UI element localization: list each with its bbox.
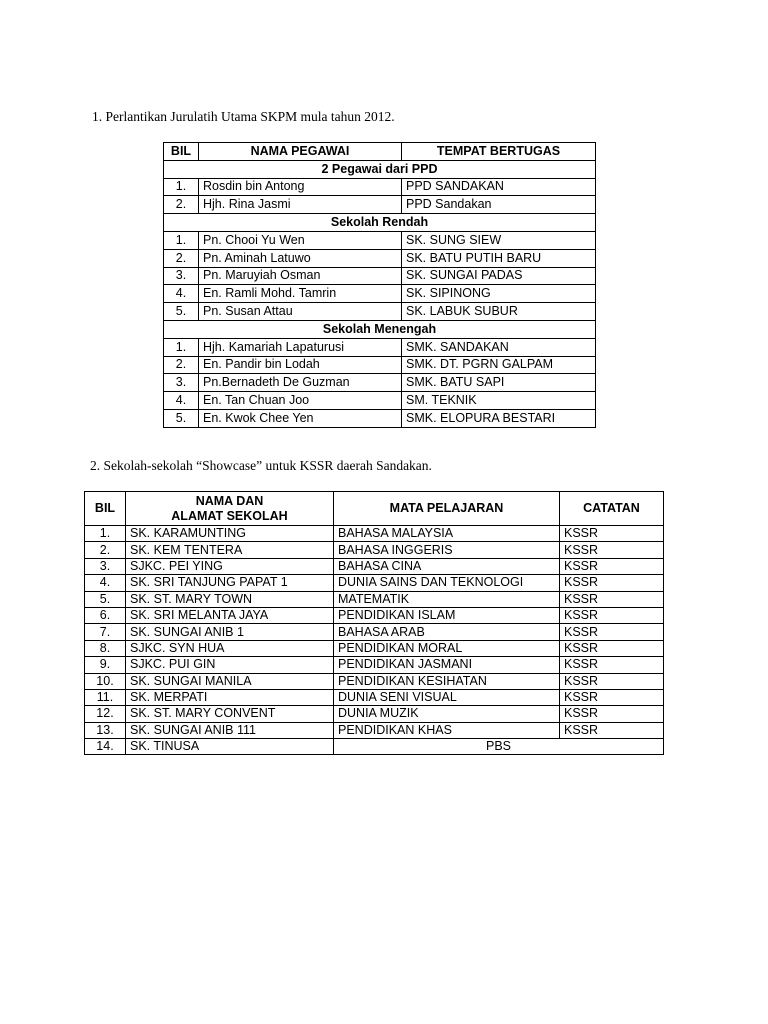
- sekolah-cell: SK. ST. MARY CONVENT: [126, 706, 334, 722]
- mata-pelajaran-cell: MATEMATIK: [334, 591, 560, 607]
- tempat-bertugas-cell: SMK. SANDAKAN: [402, 338, 596, 356]
- table-row: [85, 657, 664, 673]
- table-row: [85, 542, 664, 558]
- jurulatih-utama-table-body: [164, 143, 596, 428]
- table-row: [85, 706, 664, 722]
- group-title: 2 Pegawai dari PPD: [164, 160, 596, 178]
- tempat-bertugas-cell: SK. BATU PUTIH BARU: [402, 249, 596, 267]
- sekolah-cell: SJKC. SYN HUA: [126, 640, 334, 656]
- sekolah-cell: SK. KARAMUNTING: [126, 526, 334, 542]
- catatan-cell: KSSR: [560, 706, 664, 722]
- tempat-bertugas-cell: SMK. DT. PGRN GALPAM: [402, 356, 596, 374]
- mata-pelajaran-cell: PENDIDIKAN KHAS: [334, 722, 560, 738]
- jurulatih-utama-table: [163, 142, 596, 428]
- sekolah-showcase-table-body: [85, 492, 664, 755]
- mata-pelajaran-cell: PENDIDIKAN JASMANI: [334, 657, 560, 673]
- tempat-bertugas-cell: SK. SIPINONG: [402, 285, 596, 303]
- table-row: [85, 640, 664, 656]
- column-header-line-1: NAMA DAN: [195, 493, 264, 508]
- mata-pelajaran-cell: DUNIA SENI VISUAL: [334, 689, 560, 705]
- group-title-row: [164, 320, 596, 338]
- bil-cell: 14.: [85, 739, 126, 755]
- table-row: [85, 575, 664, 591]
- mata-pelajaran-cell: PENDIDIKAN MORAL: [334, 640, 560, 656]
- sekolah-cell: SK. TINUSA: [126, 739, 334, 755]
- bil-cell: 1.: [164, 231, 199, 249]
- mata-pelajaran-cell: BAHASA INGGERIS: [334, 542, 560, 558]
- catatan-cell: KSSR: [560, 657, 664, 673]
- table-row: [85, 607, 664, 623]
- sekolah-cell: SK. SUNGAI MANILA: [126, 673, 334, 689]
- table-row: [85, 526, 664, 542]
- bil-cell: 2.: [85, 542, 126, 558]
- table-header-row: [85, 492, 664, 526]
- tempat-bertugas-cell: SK. SUNG SIEW: [402, 231, 596, 249]
- catatan-cell: KSSR: [560, 673, 664, 689]
- table-row: [164, 267, 596, 285]
- bil-cell: 2.: [164, 356, 199, 374]
- catatan-cell: KSSR: [560, 640, 664, 656]
- group-title-row: [164, 214, 596, 232]
- nama-pegawai-cell: En. Ramli Mohd. Tamrin: [199, 285, 402, 303]
- group-title: Sekolah Rendah: [164, 214, 596, 232]
- bil-cell: 7.: [85, 624, 126, 640]
- sekolah-cell: SK. SRI TANJUNG PAPAT 1: [126, 575, 334, 591]
- mata-pelajaran-cell: DUNIA SAINS DAN TEKNOLOGI: [334, 575, 560, 591]
- bil-cell: 10.: [85, 673, 126, 689]
- section-1-heading: 1. Perlantikan Jurulatih Utama SKPM mula tahun 2012.: [92, 109, 395, 124]
- bil-cell: 4.: [164, 285, 199, 303]
- catatan-cell: KSSR: [560, 558, 664, 574]
- pbs-note-cell: PBS: [334, 739, 664, 755]
- tempat-bertugas-cell: SK. SUNGAI PADAS: [402, 267, 596, 285]
- table-row: [164, 178, 596, 196]
- column-header-mata-pelajaran: MATA PELAJARAN: [334, 492, 560, 526]
- bil-cell: 2.: [164, 196, 199, 214]
- nama-pegawai-cell: Rosdin bin Antong: [199, 178, 402, 196]
- nama-pegawai-cell: Pn. Aminah Latuwo: [199, 249, 402, 267]
- mata-pelajaran-cell: DUNIA MUZIK: [334, 706, 560, 722]
- table-row: [85, 558, 664, 574]
- mata-pelajaran-cell: PENDIDIKAN KESIHATAN: [334, 673, 560, 689]
- column-header-bil: BIL: [164, 143, 199, 161]
- bil-cell: 1.: [164, 178, 199, 196]
- sekolah-cell: SK. SRI MELANTA JAYA: [126, 607, 334, 623]
- table-row: [85, 591, 664, 607]
- nama-pegawai-cell: Pn.Bernadeth De Guzman: [199, 374, 402, 392]
- section-2-heading: 2. Sekolah-sekolah “Showcase” untuk KSSR daerah Sandakan.: [90, 458, 432, 473]
- sekolah-cell: SJKC. PUI GIN: [126, 657, 334, 673]
- mata-pelajaran-cell: PENDIDIKAN ISLAM: [334, 607, 560, 623]
- catatan-cell: KSSR: [560, 526, 664, 542]
- table-row: [85, 722, 664, 738]
- tempat-bertugas-cell: PPD Sandakan: [402, 196, 596, 214]
- catatan-cell: KSSR: [560, 591, 664, 607]
- mata-pelajaran-cell: BAHASA CINA: [334, 558, 560, 574]
- table-row: [164, 249, 596, 267]
- catatan-cell: KSSR: [560, 542, 664, 558]
- tempat-bertugas-cell: SK. LABUK SUBUR: [402, 303, 596, 321]
- nama-pegawai-cell: En. Kwok Chee Yen: [199, 409, 402, 427]
- catatan-cell: KSSR: [560, 722, 664, 738]
- table-row: [164, 303, 596, 321]
- table-row: [164, 374, 596, 392]
- tempat-bertugas-cell: SM. TEKNIK: [402, 392, 596, 410]
- bil-cell: 1.: [85, 526, 126, 542]
- nama-pegawai-cell: Pn. Chooi Yu Wen: [199, 231, 402, 249]
- table-row: [85, 624, 664, 640]
- tempat-bertugas-cell: SMK. BATU SAPI: [402, 374, 596, 392]
- bil-cell: 12.: [85, 706, 126, 722]
- table-row: [164, 285, 596, 303]
- sekolah-cell: SJKC. PEI YING: [126, 558, 334, 574]
- mata-pelajaran-cell: BAHASA MALAYSIA: [334, 526, 560, 542]
- nama-pegawai-cell: En. Tan Chuan Joo: [199, 392, 402, 410]
- column-header-line-2: ALAMAT SEKOLAH: [171, 508, 288, 523]
- bil-cell: 2.: [164, 249, 199, 267]
- group-title: Sekolah Menengah: [164, 320, 596, 338]
- table-row: [164, 231, 596, 249]
- table-row: [164, 356, 596, 374]
- nama-pegawai-cell: Pn. Susan Attau: [199, 303, 402, 321]
- catatan-cell: KSSR: [560, 575, 664, 591]
- table-row: [164, 392, 596, 410]
- bil-cell: 4.: [164, 392, 199, 410]
- sekolah-cell: SK. MERPATI: [126, 689, 334, 705]
- table-row: [164, 409, 596, 427]
- catatan-cell: KSSR: [560, 624, 664, 640]
- sekolah-showcase-table: [84, 491, 664, 755]
- bil-cell: 5.: [85, 591, 126, 607]
- column-header-bil: BIL: [85, 492, 126, 526]
- bil-cell: 8.: [85, 640, 126, 656]
- sekolah-cell: SK. SUNGAI ANIB 111: [126, 722, 334, 738]
- nama-pegawai-cell: Hjh. Rina Jasmi: [199, 196, 402, 214]
- bil-cell: 3.: [164, 374, 199, 392]
- table-row: [85, 689, 664, 705]
- bil-cell: 5.: [164, 409, 199, 427]
- group-title-row: [164, 160, 596, 178]
- tempat-bertugas-cell: SMK. ELOPURA BESTARI: [402, 409, 596, 427]
- column-header-nama-alamat-sekolah: [126, 492, 334, 526]
- table-row: [164, 338, 596, 356]
- column-header-tempat-bertugas: TEMPAT BERTUGAS: [402, 143, 596, 161]
- catatan-cell: KSSR: [560, 689, 664, 705]
- column-header-catatan: CATATAN: [560, 492, 664, 526]
- table-row: [85, 673, 664, 689]
- sekolah-cell: SK. SUNGAI ANIB 1: [126, 624, 334, 640]
- bil-cell: 1.: [164, 338, 199, 356]
- table-header-row: [164, 143, 596, 161]
- bil-cell: 11.: [85, 689, 126, 705]
- bil-cell: 6.: [85, 607, 126, 623]
- table-row: [164, 196, 596, 214]
- column-header-nama-pegawai: NAMA PEGAWAI: [199, 143, 402, 161]
- bil-cell: 3.: [164, 267, 199, 285]
- tempat-bertugas-cell: PPD SANDAKAN: [402, 178, 596, 196]
- bil-cell: 9.: [85, 657, 126, 673]
- sekolah-cell: SK. KEM TENTERA: [126, 542, 334, 558]
- catatan-cell: KSSR: [560, 607, 664, 623]
- nama-pegawai-cell: Pn. Maruyiah Osman: [199, 267, 402, 285]
- bil-cell: 4.: [85, 575, 126, 591]
- table-row: [85, 739, 664, 755]
- nama-pegawai-cell: En. Pandir bin Lodah: [199, 356, 402, 374]
- nama-pegawai-cell: Hjh. Kamariah Lapaturusi: [199, 338, 402, 356]
- bil-cell: 13.: [85, 722, 126, 738]
- sekolah-cell: SK. ST. MARY TOWN: [126, 591, 334, 607]
- bil-cell: 5.: [164, 303, 199, 321]
- bil-cell: 3.: [85, 558, 126, 574]
- mata-pelajaran-cell: BAHASA ARAB: [334, 624, 560, 640]
